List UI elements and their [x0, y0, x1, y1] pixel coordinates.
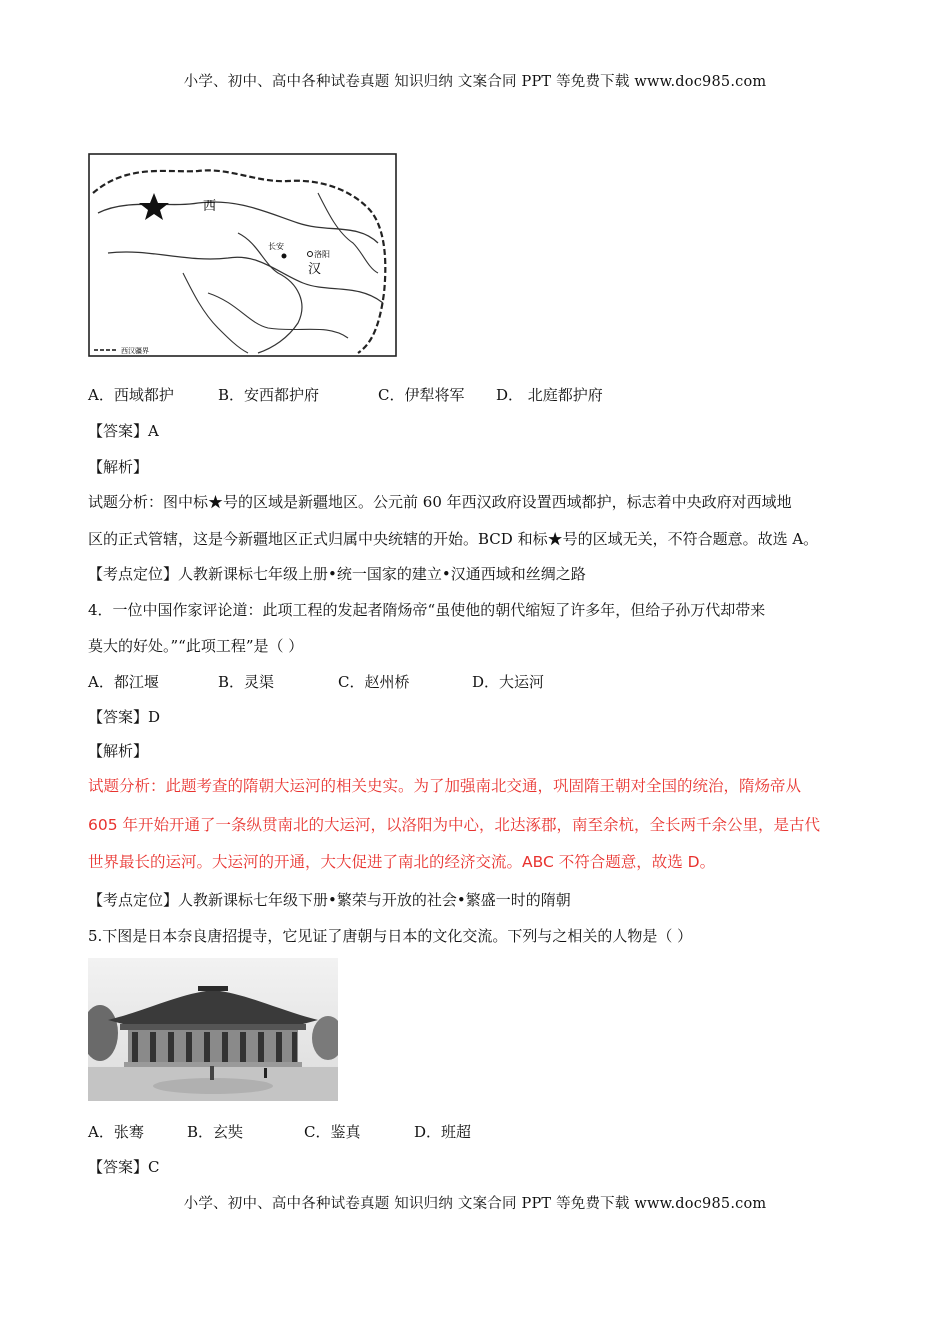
map-label-changan: 长安 [268, 242, 284, 251]
q4-stem-line-1: 4．一位中国作家评论道：此项工程的发起者隋炀帝“虽使他的朝代缩短了许多年，但给子孙万代却带来 [88, 601, 766, 619]
q3-analysis-title: 【解析】 [88, 458, 149, 476]
page-header: 小学、初中、高中各种试卷真题 知识归纳 文案合同 PPT 等免费下载 www.doc985.com [183, 74, 767, 90]
q5-option-b: B．玄奘 [187, 1123, 244, 1141]
map-legend: 西汉疆界 [121, 347, 149, 355]
page-footer: 小学、初中、高中各种试卷真题 知识归纳 文案合同 PPT 等免费下载 www.doc985.com [183, 1196, 767, 1212]
q5-stem: 5.下图是日本奈良唐招提寺，它见证了唐朝与日本的文化交流。下列与之相关的人物是（ ） [88, 927, 693, 945]
western-han-map [88, 153, 398, 358]
q4-option-b: B．灵渠 [218, 673, 275, 691]
q3-analysis-line-2: 区的正式管辖，这是今新疆地区正式归属中央统辖的开始。BCD 和标★号的区域无关，不符合题意。故选 A。 [88, 530, 819, 548]
q5-answer: 【答案】C [88, 1158, 160, 1176]
q3-kaodian: 【考点定位】人教新课标七年级上册•统一国家的建立•汉通西域和丝绸之路 [88, 565, 586, 583]
q4-analysis-line-2: 605 年开始开通了一条纵贯南北的大运河，以洛阳为中心，北达涿郡，南至余杭，全长两千余公里，是古代 [88, 816, 821, 834]
q3-option-c: C．伊犁将军 [378, 386, 465, 404]
q5-option-a: A．张骞 [88, 1123, 144, 1141]
q4-analysis-title: 【解析】 [88, 742, 149, 760]
q4-analysis-line-3: 世界最长的运河。大运河的开通，大大促进了南北的经济交流。ABC 不符合题意，故选 D。 [88, 853, 716, 871]
q5-option-d: D．班超 [414, 1123, 472, 1141]
q3-answer: 【答案】A [88, 422, 159, 440]
q4-option-a: A．都江堰 [88, 673, 159, 691]
map-label-han: 汉 [308, 262, 322, 277]
toshodaiji-temple-photo [88, 958, 338, 1101]
q3-option-d: D． 北庭都护府 [496, 386, 603, 404]
q4-answer: 【答案】D [88, 708, 161, 726]
q4-option-d: D．大运河 [472, 673, 545, 691]
q3-option-b: B．安西都护府 [218, 386, 320, 404]
q3-analysis-line-1: 试题分析：图中标★号的区域是新疆地区。公元前 60 年西汉政府设置西域都护，标志着中央政府对西域地 [88, 493, 792, 511]
q4-stem-line-2: 莫大的好处。”“此项工程”是（ ） [88, 637, 304, 655]
map-label-luoyang: 洛阳 [314, 250, 330, 259]
map-label-xi: 西 [203, 199, 217, 214]
q4-option-c: C．赵州桥 [338, 673, 410, 691]
q4-analysis-line-1: 试题分析：此题考查的隋朝大运河的相关史实。为了加强南北交通，巩固隋王朝对全国的统治，隋炀帝从 [88, 777, 802, 795]
q5-option-c: C．鉴真 [304, 1123, 361, 1141]
q3-option-a: A．西域都护 [88, 386, 174, 404]
q4-kaodian: 【考点定位】人教新课标七年级下册•繁荣与开放的社会•繁盛一时的隋朝 [88, 891, 571, 909]
